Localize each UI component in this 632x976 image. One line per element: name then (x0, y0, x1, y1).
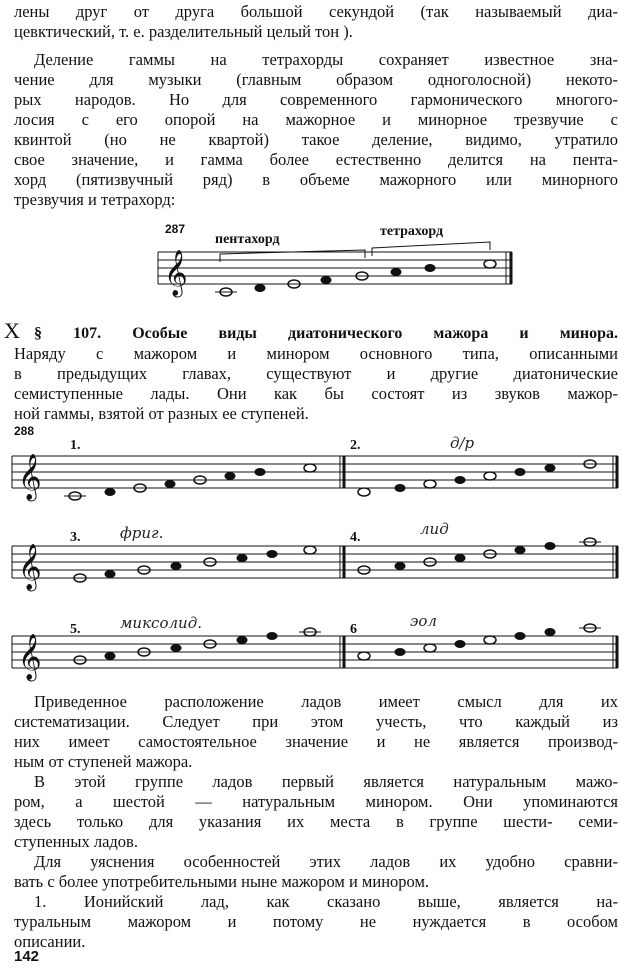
staff-label: 6 (350, 622, 357, 637)
section-heading: § 107. Особые виды диатонического мажора и минора. (34, 325, 618, 342)
handwritten-annotation: миксолид. (120, 614, 202, 632)
example-number: 287 (165, 222, 186, 236)
svg-text:𝄞: 𝄞 (18, 454, 42, 500)
staff-label: 2. (350, 438, 361, 453)
example-number: 288 (14, 424, 35, 438)
staff-label: 1. (70, 438, 81, 453)
text-line: них имеет самостоятельное значение и не является производ- (14, 732, 618, 751)
handwritten-annotation: д/р (450, 434, 475, 452)
music-staff-287 (150, 240, 520, 300)
music-staff-row1 (10, 434, 622, 510)
text-line: квинтой (но не квартой) такое деление, видимо, утратило (14, 130, 618, 149)
text-line: ром, а шестой — натуральным минором. Они упоминаются (14, 792, 618, 811)
text-line: описании. (14, 932, 86, 951)
text-line: систематизации. Следует при этом учесть, что каждый из (14, 712, 618, 731)
text-line: рых народов. Но для современного гармонического многого- (14, 90, 618, 109)
text-line: в предыдущих главах, существуют и другие диатонические (14, 364, 618, 383)
text-line: лены друг от друга большой секундой (так называемый диа- (14, 2, 618, 21)
handwritten-annotation: эол (410, 612, 437, 630)
text-line: 1. Ионийский лад, как сказано выше, является на- (34, 892, 618, 911)
svg-text:𝄞: 𝄞 (18, 634, 42, 680)
text-line: ступенных ладов. (14, 832, 138, 851)
svg-text:𝄞: 𝄞 (164, 250, 188, 296)
svg-text:𝄞: 𝄞 (18, 544, 42, 590)
music-staff-row2 (10, 520, 622, 596)
text-line: Приведенное расположение ладов имеет смысл для их (34, 692, 618, 711)
page-number: 142 (14, 948, 40, 965)
text-line: Деление гаммы на тетрахорды сохраняет известное зна- (34, 50, 618, 69)
text-line: ной гаммы, взятой от разных ее ступеней. (14, 404, 309, 423)
text-line: свое значение, и гамма более естественно делится на пента- (14, 150, 618, 169)
handwritten-annotation: фриг. (120, 524, 164, 542)
text-line: вать с более употребительными ныне мажором и минором. (14, 872, 430, 891)
music-staff-row3 (10, 614, 622, 684)
text-line: ным от ступеней мажора. (14, 752, 193, 771)
text-line: цевктический, т. е. разделительный целый тон ). (14, 22, 353, 41)
staff-label: 4. (350, 530, 361, 545)
handwritten-x-mark: X (4, 318, 20, 343)
pentachord-label: пентахорд (215, 232, 280, 247)
tetrachord-label: тетрахорд (380, 224, 444, 239)
text-line: Наряду с мажором и минором основного типа, описанными (14, 344, 618, 363)
text-line: Для уяснения особенностей этих ладов их удобно сравни- (34, 852, 618, 871)
staff-label: 3. (70, 530, 81, 545)
text-line: В этой группе ладов первый является натуральным мажо- (34, 772, 618, 791)
text-line: здесь только для указания их места в группе шести- семи- (14, 812, 618, 831)
staff-label: 5. (70, 622, 81, 637)
text-line: хорд (пятизвучный ряд) в объеме мажорного или минорного (14, 170, 618, 189)
text-line: туральным мажором и потому не нуждается в особом (14, 912, 618, 931)
text-line: трезвучия и тетрахорд: (14, 190, 176, 209)
text-line: чение для музыки (главным образом одноголосной) некото- (14, 70, 618, 89)
handwritten-annotation: лид (420, 520, 449, 538)
text-line: семиступенные лады. Они как бы состоят из звуков мажор- (14, 384, 618, 403)
text-line: лосия с его опорой на мажорное и минорное трезвучие с (14, 110, 618, 129)
